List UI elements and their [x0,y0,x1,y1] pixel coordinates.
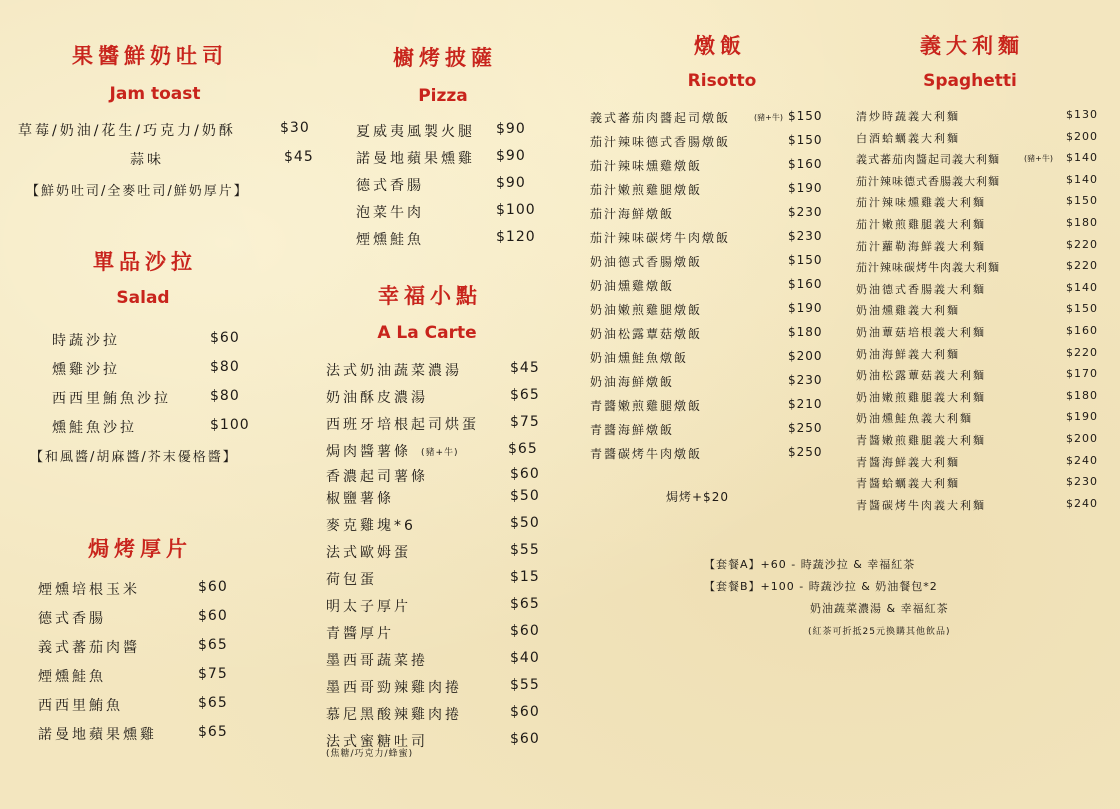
list-item [590,421,830,445]
list-item [856,173,1100,195]
list-item [326,414,546,441]
item-price: $150 [788,133,823,147]
list-item [856,497,1100,519]
item-price: $220 [1066,345,1098,359]
item-price: $40 [510,650,540,666]
item-price: $230 [788,205,823,219]
item-name: 夏威夷風製火腿 [356,124,475,140]
item-price: $140 [1066,172,1098,186]
item-price: $190 [788,301,823,315]
item-price: $65 [198,637,228,653]
item-price: $75 [198,666,228,682]
list-item [52,388,292,417]
item-name: 茄汁海鮮燉飯 [590,207,675,221]
item-name: 明太子厚片 [326,599,411,615]
pizza-title-en: Pizza [418,86,468,106]
item-name: 茄汁蘿勒海鮮義大利麵 [856,239,986,253]
item-price: $240 [1066,453,1098,467]
set-meal-a: 【套餐A】+60 - 時蔬沙拉 & 幸福紅茶 [704,558,916,571]
item-price: $65 [198,724,228,740]
item-name: 茄汁辣味碳烤牛肉燉飯 [590,231,731,245]
item-name: 青醬碳烤牛肉燉飯 [590,447,703,461]
item-name: 青醬厚片 [326,626,394,642]
list-item [590,181,830,205]
list-item [38,666,258,695]
item-price: $230 [788,229,823,243]
item-price: $80 [210,388,240,404]
list-item [856,367,1100,389]
list-item [326,488,546,515]
list-item [326,677,546,704]
list-item [856,238,1100,260]
item-name: 青醬海鮮燉飯 [590,423,675,437]
item-price: $60 [198,579,228,595]
item-name: 煙燻培根玉米 [38,582,140,598]
list-item [856,259,1100,281]
item-name: 奶油嫩煎雞腿義大利麵 [856,390,986,404]
item-price: $170 [1066,367,1098,381]
item-price: $180 [1066,215,1098,229]
list-item [356,121,556,148]
item-price: $55 [510,677,540,693]
item-price: $30 [280,120,310,136]
item-price: $65 [510,596,540,612]
list-item [856,346,1100,368]
salad-dressing-note: 【和風醬/胡麻醬/芥末優格醬】 [30,450,238,465]
item-name: 燻雞沙拉 [52,362,120,378]
item-name: 奶油海鮮義大利麵 [856,347,960,361]
set-meal-footnote: (紅茶可折抵25元換購其他飲品) [808,627,951,637]
item-price: $250 [788,421,823,435]
item-price: $65 [198,695,228,711]
item-name: 義式蕃茄肉醬 [38,640,140,656]
salad-list [52,330,292,446]
list-item [326,542,546,569]
item-price: $60 [510,466,540,482]
list-item [856,475,1100,497]
item-note: (豬+牛) [1024,154,1053,164]
set-meal-b-line2: 奶油蔬菜濃湯 & 幸福紅茶 [810,602,949,615]
item-price: $150 [788,109,823,123]
list-item [590,205,830,229]
item-price: $45 [510,360,540,376]
list-item [326,623,546,650]
item-price: $200 [1066,431,1098,445]
item-name: 煙燻鮭魚 [38,669,106,685]
list-item [856,216,1100,238]
item-price: $180 [1066,388,1098,402]
list-item [326,387,546,414]
pizza-list [356,121,556,256]
list-item [38,695,258,724]
list-item [856,194,1100,216]
item-name: 茄汁嫩煎雞腿燉飯 [590,183,703,197]
item-price: $140 [1066,280,1098,294]
item-name: 荷包蛋 [326,572,377,588]
list-item [356,202,556,229]
item-price: $90 [496,121,526,137]
list-item [590,397,830,421]
list-item [856,432,1100,454]
item-name: 青醬嫩煎雞腿燉飯 [590,399,703,413]
list-item [326,650,546,677]
item-name: 煙燻鮭魚 [356,232,424,248]
list-item [326,515,546,542]
list-item [856,454,1100,476]
list-item [326,466,546,488]
a-la-carte-title-zh: 幸福小點 [378,284,482,308]
list-item [590,277,830,301]
item-price: $150 [1066,302,1098,316]
jam-toast-title-en: Jam toast [109,84,201,104]
list-item [52,330,292,359]
a-la-carte-title-en: A La Carte [377,323,477,343]
item-name: 奶油酥皮濃湯 [326,390,428,406]
item-price: $60 [510,623,540,639]
list-item [590,325,830,349]
item-price: $220 [1066,259,1098,273]
spaghetti-title-zh: 義大利麵 [920,34,1024,58]
item-price: $75 [510,414,540,430]
list-item [856,108,1100,130]
item-name: 義式蕃茄肉醬起司燉飯 [590,111,731,125]
item-name: 奶油燻鮭魚義大利麵 [856,412,973,426]
item-note: (豬+牛) [421,448,459,458]
item-name: 茄汁辣味碳烤牛肉義大利麵 [856,261,1000,275]
item-price: $60 [510,704,540,720]
item-price: $65 [510,387,540,403]
item-name: 奶油海鮮燉飯 [590,375,675,389]
list-item [326,360,546,387]
item-name: 茄汁辣味德式香腸燉飯 [590,135,731,149]
item-name: 泡菜牛肉 [356,205,424,221]
item-name: 青醬嫩煎雞腿義大利麵 [856,433,986,447]
item-name: 青醬蛤蠣義大利麵 [856,477,960,491]
jam-toast-list [18,120,318,178]
list-item [590,157,830,181]
list-item [856,410,1100,432]
item-name: 奶油嫩煎雞腿燉飯 [590,303,703,317]
list-item [590,373,830,397]
item-name: 香濃起司薯條 [326,469,428,485]
item-price: $100 [496,202,536,218]
item-price: $230 [788,373,823,387]
list-item [52,359,292,388]
list-item [856,389,1100,411]
jam-toast-title-zh: 果醬鮮奶吐司 [72,44,228,68]
item-price: $90 [496,148,526,164]
item-name: 奶油蕈菇培根義大利麵 [856,325,986,339]
item-price: $160 [788,277,823,291]
list-item [356,229,556,256]
item-price: $80 [210,359,240,375]
item-name: 奶油燻鮭魚燉飯 [590,351,689,365]
item-price: $160 [788,157,823,171]
item-name: 墨西哥蔬菜捲 [326,653,428,669]
list-item [856,302,1100,324]
item-price: $65 [508,441,538,457]
list-item [856,324,1100,346]
item-price: $50 [510,488,540,504]
item-price: $60 [198,608,228,624]
item-price: $150 [788,253,823,267]
list-item [590,445,830,469]
item-name: 奶油松露蕈菇燉飯 [590,327,703,341]
item-name: 茄汁辣味燻雞義大利麵 [856,196,986,210]
item-name: 青醬碳烤牛肉義大利麵 [856,498,986,512]
item-name: 椒鹽薯條 [326,491,394,507]
item-price: $250 [788,445,823,459]
item-name: 茄汁嫩煎雞腿義大利麵 [856,217,986,231]
list-item [326,596,546,623]
item-note: (豬+牛) [754,113,783,122]
item-price: $50 [510,515,540,531]
item-price: $220 [1066,237,1098,251]
item-name: 奶油松露蕈菇義大利麵 [856,369,986,383]
item-name: 法式歐姆蛋 [326,545,411,561]
item-name: 西西里鮪魚 [38,698,123,714]
item-name: 德式香腸 [356,178,424,194]
list-item [590,109,830,133]
honey-toast-flavors-note: (焦糖/巧克力/蜂蜜) [326,749,414,759]
list-item [590,133,830,157]
jam-toast-bread-note: 【鮮奶吐司/全麥吐司/鮮奶厚片】 [26,184,249,199]
list-item [590,301,830,325]
item-name: 諾曼地蘋果燻雞 [356,151,475,167]
list-item [856,281,1100,303]
item-price: $200 [788,349,823,363]
item-price: $150 [1066,194,1098,208]
item-price: $200 [1066,129,1098,143]
set-meal-b: 【套餐B】+100 - 時蔬沙拉 & 奶油餐包*2 [704,580,938,593]
spaghetti-list [856,108,1100,518]
item-name: 時蔬沙拉 [52,333,120,349]
item-price: $140 [1066,151,1098,165]
item-name: 德式香腸 [38,611,106,627]
item-price: $130 [1066,108,1098,121]
list-item [38,637,258,666]
item-price: $90 [496,175,526,191]
item-name: 慕尼黑酸辣雞肉捲 [326,707,462,723]
list-item [38,724,258,753]
risotto-baked-surcharge: 焗烤+$20 [666,490,729,504]
item-name: 奶油德式香腸燉飯 [590,255,703,269]
item-name: 焗肉醬薯條 [326,444,411,460]
item-price: $60 [210,330,240,346]
salad-title-zh: 單品沙拉 [93,250,197,274]
item-name: 奶油燻雞義大利麵 [856,304,960,318]
list-item [356,148,556,175]
list-item [326,704,546,731]
item-price: $190 [1066,410,1098,424]
item-price: $60 [510,731,540,747]
list-item [326,569,546,596]
item-price: $240 [1066,496,1098,510]
item-name: 奶油燻雞燉飯 [590,279,675,293]
list-item [38,579,258,608]
item-name: 茄汁辣味德式香腸義大利麵 [856,174,1000,188]
list-item [18,149,318,178]
list-item [326,441,546,466]
list-item [856,130,1100,152]
item-name: 白酒蛤蠣義大利麵 [856,131,960,145]
salad-title-en: Salad [116,288,170,308]
item-name: 墨西哥勁辣雞肉捲 [326,680,462,696]
thick-toast-list [38,579,258,753]
item-name: 奶油德式香腸義大利麵 [856,282,986,296]
item-price: $210 [788,397,823,411]
item-name: 義式蕃茄肉醬起司義大利麵 [856,153,1000,167]
list-item [856,151,1100,173]
spaghetti-title-en: Spaghetti [923,71,1017,91]
item-name: 草莓/奶油/花生/巧克力/奶酥 [18,123,236,139]
a-la-carte-list [326,360,546,751]
risotto-title-en: Risotto [687,71,757,91]
list-item [590,229,830,253]
item-price: $55 [510,542,540,558]
list-item [38,608,258,637]
list-item [18,120,318,149]
item-name: 茄汁辣味燻雞燉飯 [590,159,703,173]
item-name: 西西里鮪魚沙拉 [52,391,171,407]
item-price: $120 [496,229,536,245]
item-name: 蒜味 [130,152,164,168]
item-price: $100 [210,417,250,433]
item-price: $230 [1066,475,1098,489]
thick-toast-title-zh: 焗烤厚片 [88,537,192,561]
item-name: 燻鮭魚沙拉 [52,420,137,436]
item-price: $160 [1066,323,1098,337]
item-name: 法式蜜糖吐司 [326,734,428,750]
list-item [590,253,830,277]
risotto-list [590,109,830,469]
item-name: 諾曼地蘋果燻雞 [38,727,157,743]
item-price: $45 [284,149,314,165]
item-name: 清炒時蔬義大利麵 [856,110,960,123]
item-name: 西班牙培根起司烘蛋 [326,417,479,433]
item-name: 法式奶油蔬菜濃湯 [326,363,462,379]
list-item [52,417,292,446]
list-item [356,175,556,202]
list-item [590,349,830,373]
item-price: $180 [788,325,823,339]
item-price: $15 [510,569,540,585]
risotto-title-zh: 燉飯 [694,34,746,58]
pizza-title-zh: 櫥烤披薩 [393,46,497,70]
item-name: 青醬海鮮義大利麵 [856,455,960,469]
item-name: 麥克雞塊*6 [326,518,416,534]
item-price: $190 [788,181,823,195]
